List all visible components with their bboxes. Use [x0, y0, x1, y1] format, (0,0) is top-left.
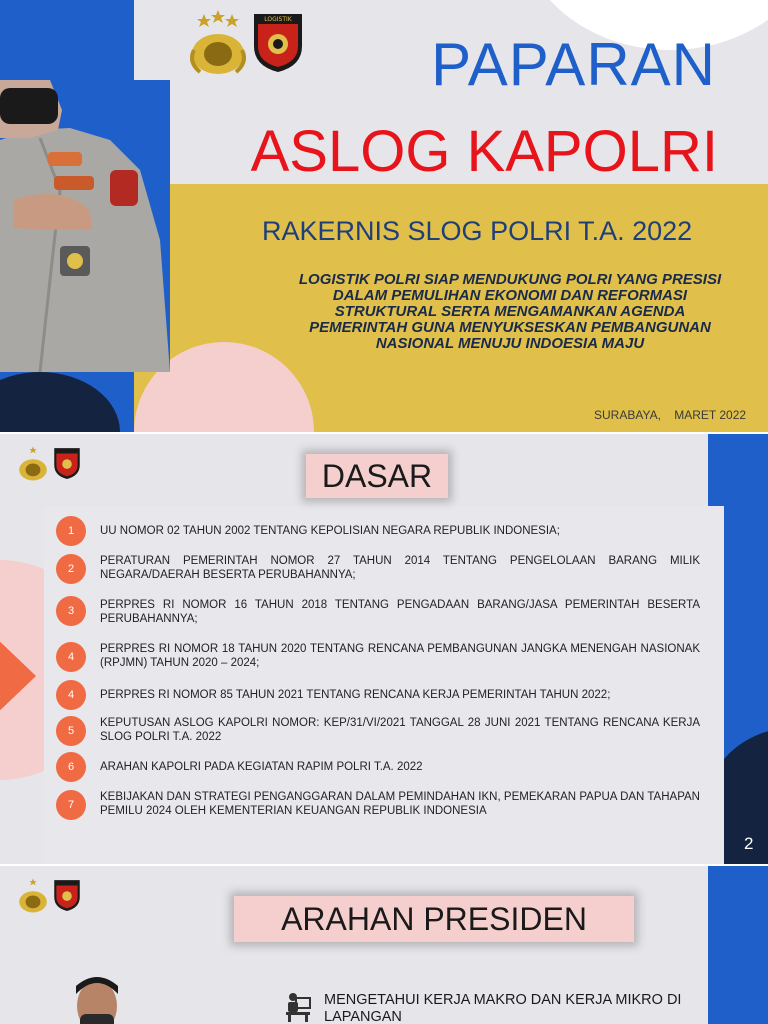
dasar-slide — [0, 434, 768, 864]
police-emblem-icon — [16, 878, 50, 914]
item-text: UU NOMOR 02 TAHUN 2002 TENTANG KEPOLISIAN NEGARA REPUBLIK INDONESIA; — [100, 525, 560, 537]
tagline-line: STRUKTURAL SERTA MENGAMANKAN AGENDA — [334, 303, 686, 320]
item-number-badge: 2 — [56, 554, 86, 584]
item-number-badge: 5 — [56, 716, 86, 746]
tagline-line: PEMERINTAH GUNA MENYUKSESKAN PEMBANGUNAN — [309, 319, 711, 336]
heading-dasar: DASAR — [306, 454, 448, 498]
logistik-label: LOGISTIK — [264, 16, 292, 23]
logistik-shield-icon — [52, 446, 82, 480]
place-date: SURABAYA, MARET 2022 — [594, 408, 747, 422]
orange-arrow-icon — [0, 632, 36, 720]
item-number-badge: 4 — [56, 642, 86, 672]
item-number-badge: 3 — [56, 596, 86, 626]
item-number-badge: 4 — [56, 680, 86, 710]
item-text: ARAHAN KAPOLRI PADA KEGIATAN RAPIM POLRI T.A. 2022 — [100, 761, 423, 773]
tagline-line: DALAM PEMULIHAN EKONOMI DAN REFORMASI — [332, 287, 688, 304]
subtitle-rakernis: RAKERNIS SLOG POLRI T.A. 2022 — [262, 216, 693, 246]
president-photo — [62, 976, 132, 1024]
worker-desk-icon — [284, 992, 312, 1022]
tagline-line: LOGISTIK POLRI SIAP MENDUKUNG POLRI YANG PRESISI — [298, 271, 722, 288]
officer-photo — [0, 80, 170, 372]
item-number-badge: 6 — [56, 752, 86, 782]
arahan-presiden-slide — [0, 866, 768, 1024]
police-emblem-icon — [186, 10, 250, 76]
logistik-shield-icon — [252, 10, 304, 74]
cover-slide — [0, 0, 768, 432]
item-text: PERPRES RI NOMOR 18 TAHUN 2020 TENTANG RENCANA PEMBANGUNAN JANGKA MENENGAH NASIONAK (RPJMN) TAHUN 2020 – 2024; — [100, 643, 700, 669]
item-text: KEBIJAKAN DAN STRATEGI PENGANGGARAN DALAM PEMINDAHAN IKN, PEMEKARAN PAPUA DAN TAHAPAN PEMILU 2024 OLEH KEMENTERIAN KEUANGAN REPUBLIK INDONESIA — [100, 791, 700, 817]
title-aslog-kapolri: ASLOG KAPOLRI — [250, 119, 718, 184]
page-number: 2 — [744, 834, 754, 853]
arahan-point-text: MENGETAHUI KERJA MAKRO DAN KERJA MIKRO DI LAPANGAN — [324, 992, 682, 1024]
logistik-shield-icon — [52, 878, 82, 912]
tagline — [270, 272, 750, 352]
title-paparan: PAPARAN — [431, 31, 716, 98]
item-number-badge: 7 — [56, 790, 86, 820]
item-text: PERPRES RI NOMOR 16 TAHUN 2018 TENTANG PENGADAAN BARANG/JASA PEMERINTAH BESERTA PERUBAHANNYA; — [100, 599, 700, 625]
item-number-badge: 1 — [56, 516, 86, 546]
police-emblem-icon — [16, 446, 50, 482]
item-text: PERPRES RI NOMOR 85 TAHUN 2021 TENTANG RENCANA KERJA PEMERINTAH TAHUN 2022; — [100, 689, 611, 701]
item-text: PERATURAN PEMERINTAH NOMOR 27 TAHUN 2014 TENTANG PENGELOLAAN BARANG MILIK NEGARA/DAERAH BESERTA PERUBAHANNYA; — [100, 555, 700, 581]
tagline-line: NASIONAL MENUJU INDOESIA MAJU — [375, 335, 645, 352]
item-text: KEPUTUSAN ASLOG KAPOLRI NOMOR: KEP/31/VI/2021 TANGGAL 28 JUNI 2021 TENTANG RENCANA KERJA SLOG POLRI T.A. 2022 — [100, 717, 700, 743]
right-blue-bar — [708, 866, 768, 1024]
heading-arahan-presiden: ARAHAN PRESIDEN — [234, 896, 634, 942]
